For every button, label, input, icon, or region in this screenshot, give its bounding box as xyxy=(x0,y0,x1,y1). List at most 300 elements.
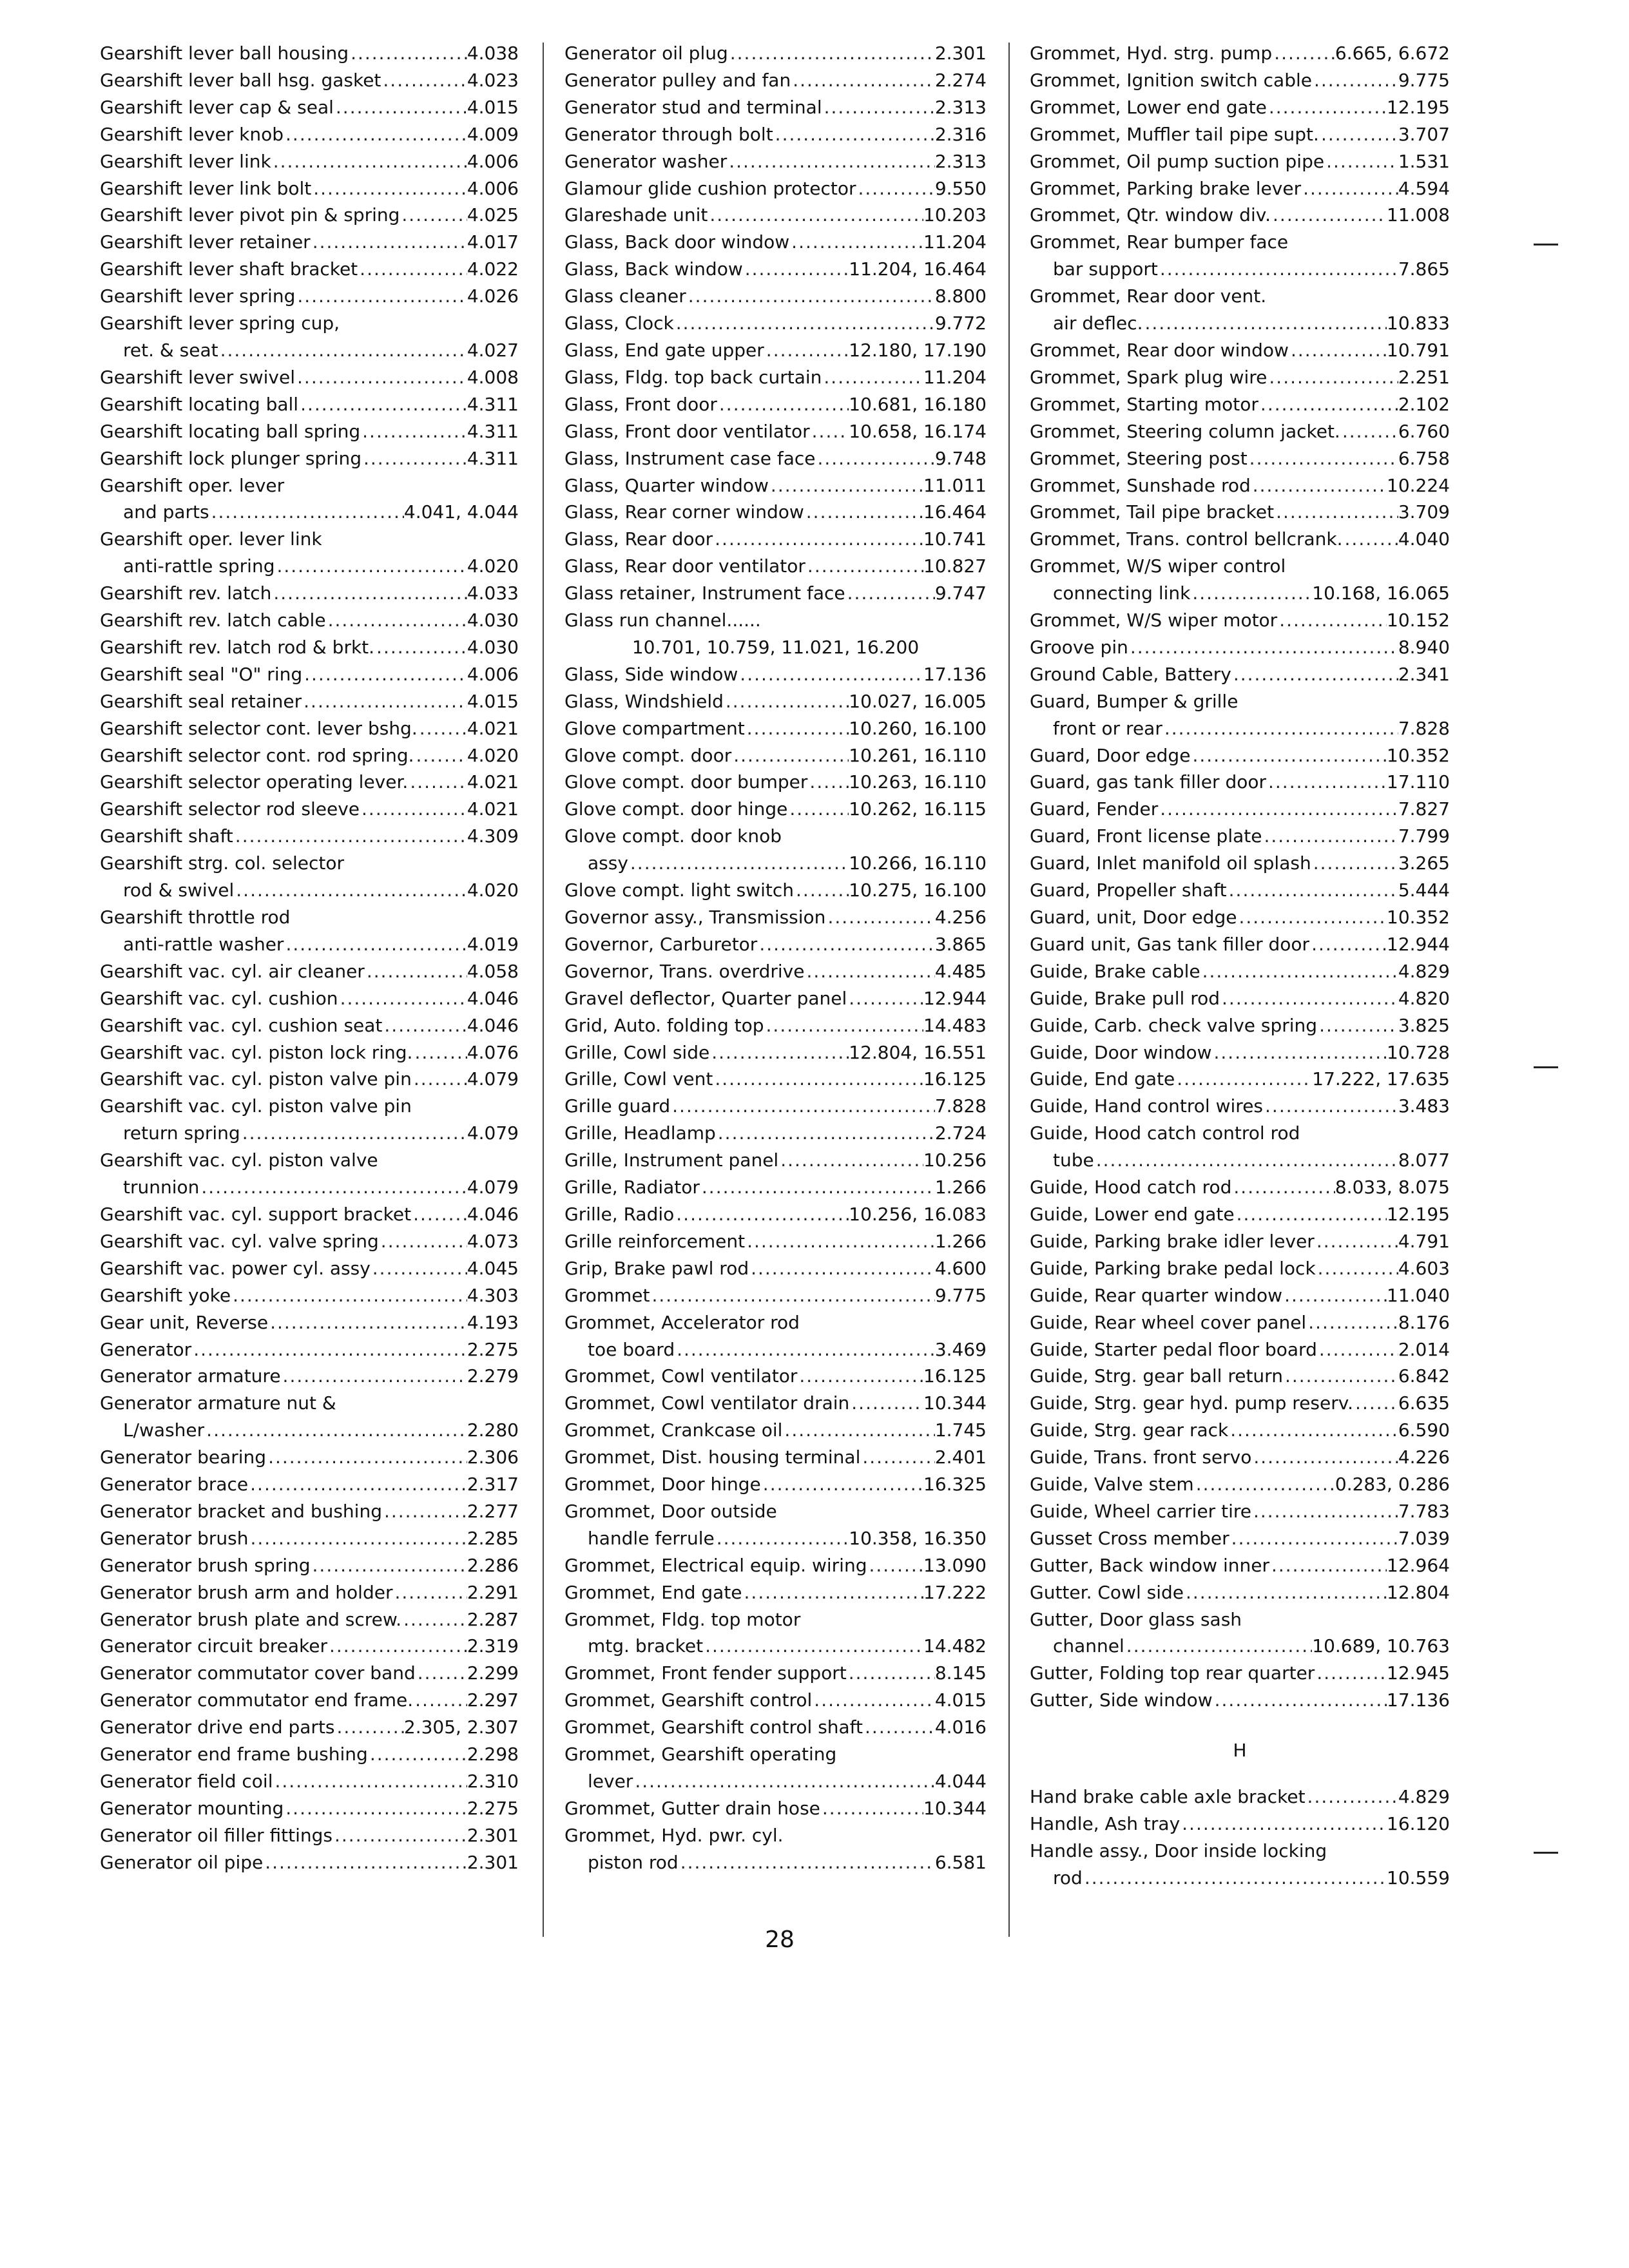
entry-page-ref: 3.707 xyxy=(1398,123,1450,145)
entry-page-ref: 10.344 xyxy=(923,1392,987,1414)
entry-text: Glass retainer, Instrument face xyxy=(564,582,845,604)
dot-leader xyxy=(1237,904,1387,931)
entry-text: Gearshift vac. cyl. piston lock ring. xyxy=(100,1041,413,1063)
dot-leader xyxy=(815,445,934,472)
dot-leader xyxy=(1194,1471,1335,1498)
index-entry-line: Gearshift oper. lever link xyxy=(100,528,322,550)
dot-leader xyxy=(379,1228,467,1255)
index-entry xyxy=(100,553,519,580)
index-entry xyxy=(1030,67,1450,94)
index-column-1 xyxy=(100,40,519,1876)
entry-page-ref: 2.724 xyxy=(934,1122,987,1144)
entry-text: Glareshade unit xyxy=(564,204,708,226)
entry-text: Gearshift vac. cyl. cushion seat xyxy=(100,1014,383,1036)
entry-page-ref: 4.045 xyxy=(467,1257,519,1279)
entry-text: Gutter, Side window xyxy=(1030,1689,1213,1711)
entry-page-ref: 14.482 xyxy=(923,1635,987,1657)
entry-text: Guide, Rear wheel cover panel xyxy=(1030,1311,1307,1333)
entry-page-ref: 2.274 xyxy=(934,69,987,91)
entry-page-ref: 4.006 xyxy=(467,150,519,172)
dot-leader xyxy=(1269,1552,1387,1579)
dot-leader xyxy=(1248,445,1398,472)
dot-leader xyxy=(825,904,934,931)
entry-page-ref: 4.044 xyxy=(934,1771,987,1792)
entry-text: Gearshift rev. latch cable xyxy=(100,610,326,631)
index-entry xyxy=(564,310,987,337)
entry-text: Gearshift lever pivot pin & spring xyxy=(100,204,400,226)
dot-leader xyxy=(1251,472,1387,499)
entry-text: Guide, End gate xyxy=(1030,1068,1175,1090)
index-entry xyxy=(100,823,519,850)
entry-text: Gearshift lever cap & seal xyxy=(100,96,334,118)
index-entry xyxy=(1030,1444,1450,1471)
entry-text: Grommet, Door hinge xyxy=(564,1474,761,1495)
dot-leader xyxy=(311,175,467,202)
dot-leader xyxy=(1267,364,1398,391)
entry-text: L/washer xyxy=(123,1419,205,1441)
index-entry xyxy=(100,877,519,904)
entry-page-ref: 8.033, 8.075 xyxy=(1335,1177,1450,1198)
dot-leader xyxy=(412,1066,467,1093)
dot-leader xyxy=(743,256,849,283)
entry-text: Gearshift rev. latch xyxy=(100,582,272,604)
index-entry xyxy=(100,1066,519,1093)
entry-text: Grommet, Cowl ventilator xyxy=(564,1365,798,1387)
entry-text: Guide, Wheel carrier tire xyxy=(1030,1500,1251,1522)
dot-leader xyxy=(1083,1865,1387,1892)
index-entry xyxy=(564,364,987,391)
index-entry xyxy=(564,1768,987,1795)
index-column-2 xyxy=(564,40,987,1876)
entry-text: Glass cleaner xyxy=(564,285,686,307)
entry-text: Generator oil pipe xyxy=(100,1851,264,1873)
dot-leader xyxy=(1228,1417,1398,1444)
entry-page-ref: 9.775 xyxy=(1398,69,1450,91)
index-entry xyxy=(564,715,987,742)
dot-leader xyxy=(218,337,467,364)
dot-leader xyxy=(1124,1633,1312,1660)
index-entry xyxy=(1030,121,1450,148)
entry-text: Generator brush plate and screw. xyxy=(100,1608,402,1630)
index-entry xyxy=(564,1093,987,1120)
index-entry xyxy=(1030,202,1450,229)
entry-text: Glass, Back window xyxy=(564,258,743,280)
entry-text: Generator bearing xyxy=(100,1446,267,1468)
entry-text: Gearshift lever spring xyxy=(100,285,296,307)
dot-leader xyxy=(1251,1498,1398,1525)
entry-page-ref: 10.275, 16.100 xyxy=(849,879,987,901)
dot-leader xyxy=(191,1336,467,1363)
entry-text: Grommet, Qtr. window div. xyxy=(1030,204,1271,226)
index-entry xyxy=(564,1390,987,1417)
index-entry-line: Glass run channel...... xyxy=(564,610,761,631)
dot-leader xyxy=(368,1741,467,1768)
index-entry xyxy=(564,202,987,229)
entry-text: Generator washer xyxy=(564,150,728,172)
entry-page-ref: 2.313 xyxy=(934,150,987,172)
entry-page-ref: 4.015 xyxy=(467,690,519,712)
entry-page-ref: 4.017 xyxy=(467,231,519,253)
index-entry xyxy=(564,94,987,121)
entry-page-ref: 10.791 xyxy=(1387,339,1450,361)
entry-page-ref: 8.800 xyxy=(934,285,987,307)
index-entry xyxy=(564,1525,987,1552)
dot-leader xyxy=(273,1768,467,1795)
entry-text: Glass, Front door ventilator xyxy=(564,420,810,442)
entry-text: Guide, Brake cable xyxy=(1030,960,1200,982)
entry-text: Gearshift lever shaft bracket xyxy=(100,258,358,280)
entry-page-ref: 4.022 xyxy=(467,258,519,280)
dot-leader xyxy=(382,1012,467,1039)
entry-page-ref: 13.090 xyxy=(923,1554,987,1576)
entry-text: Hand brake cable axle bracket xyxy=(1030,1786,1306,1808)
index-entry-line: 10.701, 10.759, 11.021, 16.200 xyxy=(631,636,920,658)
dot-leader xyxy=(360,418,467,445)
entry-page-ref: 4.600 xyxy=(934,1257,987,1279)
index-entry xyxy=(100,931,519,958)
entry-page-ref: 2.316 xyxy=(934,123,987,145)
index-entry xyxy=(564,985,987,1012)
dot-leader xyxy=(1143,310,1387,337)
entry-page-ref: 17.110 xyxy=(1387,771,1450,793)
entry-text: Grommet, Lower end gate xyxy=(1030,96,1267,118)
index-entry xyxy=(100,1822,519,1849)
entry-text: piston rod xyxy=(588,1851,679,1873)
dot-leader xyxy=(1324,148,1398,175)
entry-text: Glass, Front door xyxy=(564,393,717,415)
entry-text: Guide, Trans. front servo xyxy=(1030,1446,1252,1468)
index-entry-line: Grommet, Rear door vent. xyxy=(1030,285,1267,307)
index-entry xyxy=(1030,1336,1450,1363)
dot-leader xyxy=(1190,580,1312,607)
dot-leader xyxy=(745,715,849,742)
entry-text: lever xyxy=(588,1771,633,1792)
dot-leader xyxy=(822,364,923,391)
entry-page-ref: 10.266, 16.110 xyxy=(849,852,987,874)
entry-page-ref: 4.079 xyxy=(467,1068,519,1090)
entry-text: Handle, Ash tray xyxy=(1030,1812,1181,1834)
index-entry-line: Grommet, Gearshift operating xyxy=(564,1744,837,1765)
index-entry xyxy=(100,1768,519,1795)
dot-leader xyxy=(1212,1039,1387,1066)
dot-leader xyxy=(271,580,467,607)
index-entry xyxy=(1030,1255,1450,1282)
entry-page-ref: 10.658, 16.174 xyxy=(849,420,987,442)
entry-text: Guide, Parking brake idler lever xyxy=(1030,1230,1315,1252)
entry-text: Generator xyxy=(100,1338,192,1360)
dot-leader xyxy=(1315,1660,1387,1687)
entry-page-ref: 1.531 xyxy=(1398,150,1450,172)
entry-text: rod & swivel xyxy=(123,879,235,901)
dot-leader xyxy=(284,1795,467,1822)
index-entry xyxy=(564,580,987,607)
index-entry xyxy=(564,1147,987,1174)
dot-leader xyxy=(860,1444,934,1471)
dot-leader xyxy=(1190,742,1387,769)
index-entry xyxy=(100,1282,519,1309)
index-entry xyxy=(100,1714,519,1741)
dot-leader xyxy=(413,1687,467,1714)
entry-page-ref: 11.011 xyxy=(923,474,987,496)
page-number: 28 xyxy=(765,1927,795,1953)
entry-text: Generator field coil xyxy=(100,1771,273,1792)
index-entry xyxy=(1030,310,1450,337)
index-entry xyxy=(564,1417,987,1444)
entry-page-ref: 4.226 xyxy=(1398,1446,1450,1468)
index-entry xyxy=(1030,634,1450,661)
dot-leader xyxy=(248,1525,467,1552)
index-entry xyxy=(100,337,519,364)
entry-text: Gearshift lever link bolt xyxy=(100,177,312,199)
margin-mark xyxy=(1534,244,1558,245)
index-entry xyxy=(100,769,519,796)
entry-text: Generator pulley and fan xyxy=(564,69,791,91)
dot-leader xyxy=(1220,985,1398,1012)
entry-page-ref: 6.581 xyxy=(934,1851,987,1873)
dot-leader xyxy=(302,688,467,715)
dot-leader xyxy=(731,742,849,769)
entry-page-ref: 4.019 xyxy=(467,933,519,955)
index-entry xyxy=(1030,364,1450,391)
entry-text: and parts xyxy=(123,501,209,523)
index-entry xyxy=(1030,391,1450,418)
entry-text: Gearshift seal "O" ring xyxy=(100,663,303,685)
dot-leader xyxy=(674,310,935,337)
entry-page-ref: 2.306 xyxy=(467,1446,519,1468)
entry-page-ref: 4.015 xyxy=(934,1689,987,1711)
entry-page-ref: 4.079 xyxy=(467,1177,519,1198)
index-entry xyxy=(564,229,987,256)
dot-leader xyxy=(268,1309,467,1336)
dot-leader xyxy=(1162,715,1398,742)
entry-text: Glass, Clock xyxy=(564,312,674,334)
entry-page-ref: 4.073 xyxy=(467,1230,519,1252)
dot-leader xyxy=(240,1120,467,1147)
entry-page-ref: 8.145 xyxy=(934,1662,987,1684)
entry-text: Generator commutator end frame. xyxy=(100,1689,414,1711)
entry-page-ref: 2.251 xyxy=(1398,366,1450,388)
dot-leader xyxy=(298,391,467,418)
entry-text: Gearshift vac. cyl. cushion xyxy=(100,987,338,1009)
dot-leader xyxy=(231,1282,467,1309)
entry-page-ref: 8.077 xyxy=(1398,1149,1450,1171)
entry-text: Glass, Rear door xyxy=(564,528,713,550)
entry-page-ref: 4.016 xyxy=(934,1716,987,1738)
dot-leader xyxy=(361,445,467,472)
index-entry xyxy=(1030,1282,1450,1309)
entry-text: Guard, gas tank filler door xyxy=(1030,771,1266,793)
index-entry xyxy=(1030,958,1450,985)
entry-page-ref: 4.046 xyxy=(467,1014,519,1036)
dot-leader xyxy=(234,877,467,904)
entry-page-ref: 12.945 xyxy=(1387,1662,1450,1684)
entry-page-ref: 7.828 xyxy=(934,1095,987,1117)
index-entry xyxy=(1030,1039,1450,1066)
entry-page-ref: 9.550 xyxy=(934,177,987,199)
index-entry xyxy=(100,94,519,121)
entry-page-ref: 9.747 xyxy=(934,582,987,604)
entry-page-ref: 10.689, 10.763 xyxy=(1312,1635,1450,1657)
entry-page-ref: 2.313 xyxy=(934,96,987,118)
entry-text: Grommet, Hyd. strg. pump xyxy=(1030,43,1273,64)
entry-page-ref: 14.483 xyxy=(923,1014,987,1036)
index-entry xyxy=(564,877,987,904)
entry-text: Grommet, Gutter drain hose xyxy=(564,1797,820,1819)
entry-text: handle ferrule xyxy=(588,1527,715,1549)
index-entry xyxy=(564,472,987,499)
entry-page-ref: 4.026 xyxy=(467,285,519,307)
index-entry xyxy=(564,499,987,526)
dot-leader xyxy=(365,958,467,985)
index-entry xyxy=(564,121,987,148)
entry-page-ref: 10.027, 16.005 xyxy=(849,690,987,712)
entry-page-ref: 12.804, 16.551 xyxy=(849,1041,987,1063)
entry-page-ref: 12.944 xyxy=(1387,933,1450,955)
entry-text: Gearshift locating ball xyxy=(100,393,299,415)
dot-leader xyxy=(1309,931,1387,958)
entry-page-ref: 3.865 xyxy=(934,933,987,955)
entry-page-ref: 10.344 xyxy=(923,1797,987,1819)
dot-leader xyxy=(333,1822,467,1849)
entry-page-ref: 2.301 xyxy=(934,43,987,64)
entry-text: Generator end frame bushing xyxy=(100,1744,368,1765)
index-entry xyxy=(100,1039,519,1066)
entry-text: Gutter, Folding top rear quarter xyxy=(1030,1662,1315,1684)
dot-leader xyxy=(782,1417,934,1444)
index-entry xyxy=(564,1120,987,1147)
entry-page-ref: 4.829 xyxy=(1398,1786,1450,1808)
dot-leader xyxy=(327,1633,467,1660)
index-entry xyxy=(100,1633,519,1660)
entry-page-ref: 5.444 xyxy=(1398,879,1450,901)
dot-leader xyxy=(1306,1783,1398,1811)
entry-text: Glove compt. door bumper xyxy=(564,771,808,793)
entry-page-ref: 4.021 xyxy=(467,771,519,793)
index-entry xyxy=(100,418,519,445)
entry-text: Glass, Quarter window xyxy=(564,474,769,496)
entry-page-ref: 16.120 xyxy=(1387,1812,1450,1834)
index-entry xyxy=(564,904,987,931)
entry-text: Groove pin xyxy=(1030,636,1128,658)
dot-leader xyxy=(822,94,935,121)
entry-page-ref: 12.964 xyxy=(1387,1554,1450,1576)
index-entry xyxy=(100,1120,519,1147)
index-entry xyxy=(1030,931,1450,958)
dot-leader xyxy=(1262,823,1398,850)
entry-text: Gutter, Back window inner xyxy=(1030,1554,1269,1576)
entry-text: Glass, Instrument case face xyxy=(564,447,816,469)
index-entry xyxy=(100,229,519,256)
index-entry xyxy=(564,1282,987,1309)
entry-text: Grommet, Starting motor xyxy=(1030,393,1258,415)
entry-text: Grommet, Steering column jacket. xyxy=(1030,420,1340,442)
dot-leader xyxy=(335,1714,404,1741)
index-entry xyxy=(1030,1783,1450,1811)
index-entry-line: Gearshift strg. col. selector xyxy=(100,852,345,874)
index-entry xyxy=(1030,1579,1450,1606)
entry-text: Grommet, Cowl ventilator drain xyxy=(564,1392,850,1414)
index-entry xyxy=(564,1471,987,1498)
dot-leader xyxy=(358,256,467,283)
index-entry xyxy=(1030,1309,1450,1336)
dot-leader xyxy=(804,499,923,526)
entry-text: Grommet, Dist. housing terminal xyxy=(564,1446,861,1468)
index-entry xyxy=(564,418,987,445)
dot-leader xyxy=(703,1633,923,1660)
index-entry xyxy=(1030,1525,1450,1552)
entry-text: Guide, Hand control wires xyxy=(1030,1095,1264,1117)
dot-leader xyxy=(863,1714,935,1741)
entry-text: Glass, Windshield xyxy=(564,690,724,712)
index-entry xyxy=(1030,1471,1450,1498)
entry-text: Gearshift lever swivel xyxy=(100,366,296,388)
index-entry xyxy=(100,499,519,526)
dot-leader xyxy=(295,364,467,391)
index-entry xyxy=(100,1525,519,1552)
dot-leader xyxy=(1231,1174,1335,1201)
entry-page-ref: 2.280 xyxy=(467,1419,519,1441)
entry-text: Grommet, Sunshade rod xyxy=(1030,474,1251,496)
entry-text: Grille, Headlamp xyxy=(564,1122,716,1144)
entry-text: Grille, Cowl vent xyxy=(564,1068,713,1090)
entry-page-ref: 2.401 xyxy=(934,1446,987,1468)
index-entry xyxy=(1030,742,1450,769)
entry-text: Grille guard xyxy=(564,1095,671,1117)
entry-text: Gearshift lever link xyxy=(100,150,271,172)
index-entry xyxy=(100,1606,519,1633)
index-entry xyxy=(1030,175,1450,202)
dot-leader xyxy=(670,1093,935,1120)
entry-text: Guard, Propeller shaft xyxy=(1030,879,1227,901)
entry-text: Gearshift rev. latch rod & brkt. xyxy=(100,636,375,658)
index-entry-line: Grommet, Door outside xyxy=(564,1500,777,1522)
dot-leader xyxy=(728,40,935,67)
entry-text: Guard unit, Gas tank filler door xyxy=(1030,933,1310,955)
entry-text: Gearshift vac. power cyl. assy xyxy=(100,1257,371,1279)
entry-page-ref: 2.014 xyxy=(1398,1338,1450,1360)
dot-leader xyxy=(1128,634,1398,661)
entry-page-ref: 2.287 xyxy=(467,1608,519,1630)
dot-leader xyxy=(847,985,923,1012)
index-entry xyxy=(564,688,987,715)
dot-leader xyxy=(761,1471,923,1498)
dot-leader xyxy=(1289,337,1387,364)
entry-page-ref: 2.298 xyxy=(467,1744,519,1765)
entry-page-ref: 4.791 xyxy=(1398,1230,1450,1252)
dot-leader xyxy=(1251,1444,1398,1471)
index-entry xyxy=(564,445,987,472)
entry-text: Governor, Trans. overdrive xyxy=(564,960,805,982)
entry-page-ref: 6.760 xyxy=(1398,420,1450,442)
dot-leader xyxy=(717,391,849,418)
index-entry xyxy=(564,796,987,823)
index-entry xyxy=(564,526,987,553)
index-entry xyxy=(564,769,987,796)
entry-page-ref: 11.204 xyxy=(923,366,987,388)
entry-text: Glass, Side window xyxy=(564,663,738,685)
entry-text: toe board xyxy=(588,1338,675,1360)
index-entry xyxy=(564,1363,987,1390)
dot-leader xyxy=(1283,1363,1398,1390)
entry-page-ref: 10.203 xyxy=(923,204,987,226)
entry-text: Grille, Instrument panel xyxy=(564,1149,779,1171)
entry-page-ref: 10.256 xyxy=(923,1149,987,1171)
entry-text: Gearshift selector rod sleeve xyxy=(100,798,360,820)
index-entry xyxy=(1030,580,1450,607)
dot-leader xyxy=(1175,1066,1312,1093)
dot-leader xyxy=(360,796,467,823)
dot-leader xyxy=(411,1201,467,1228)
